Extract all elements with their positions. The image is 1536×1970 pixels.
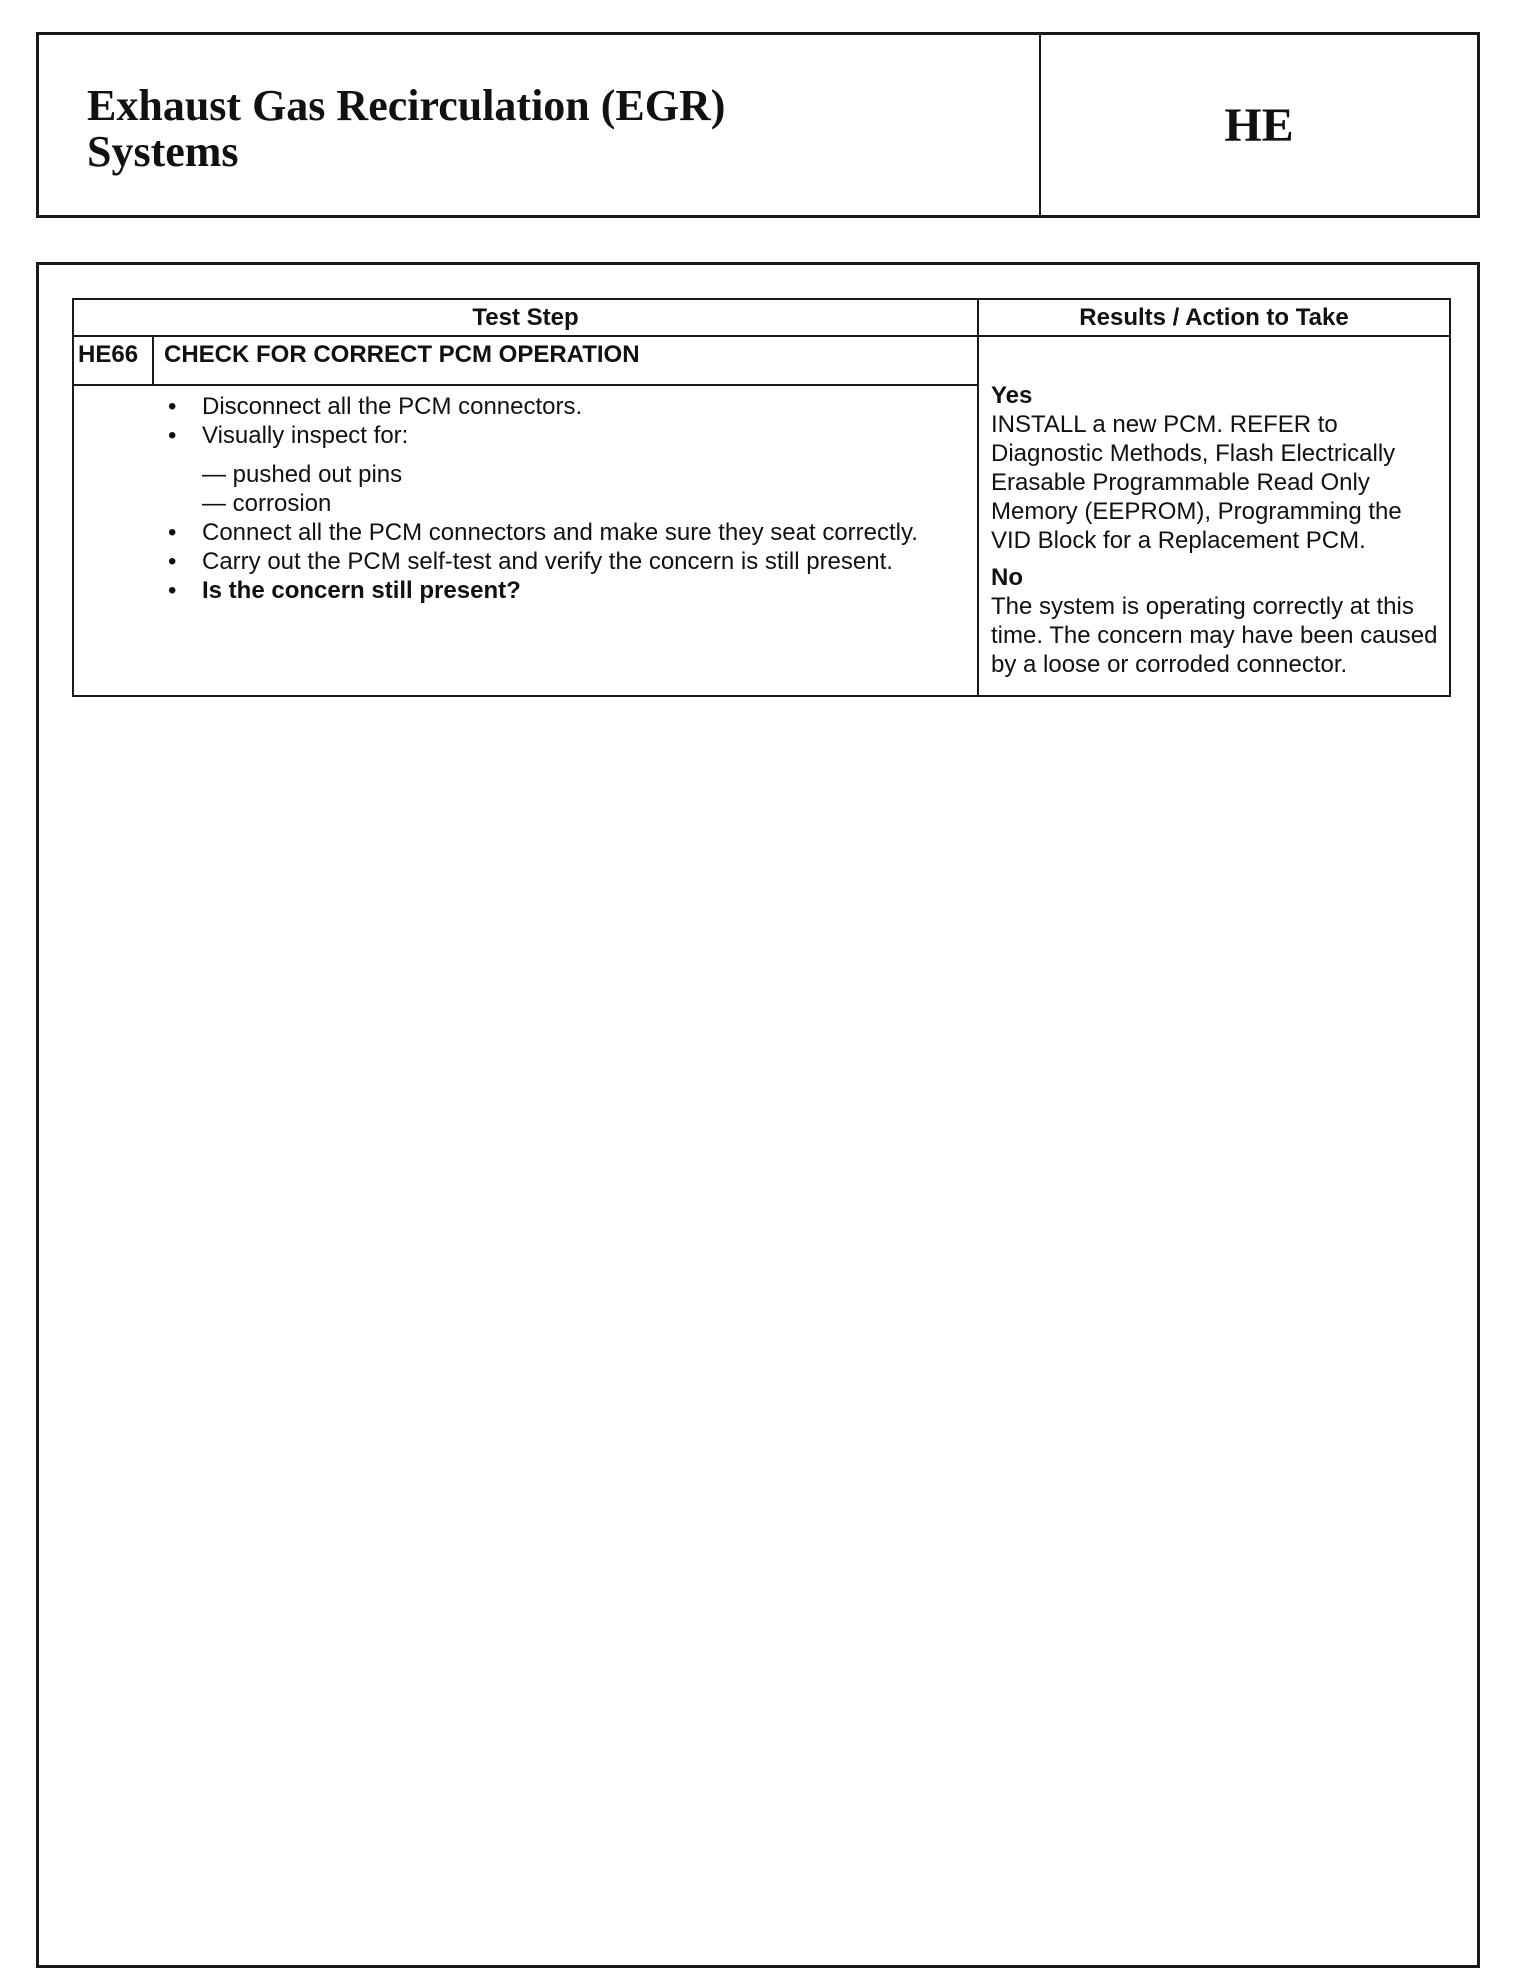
sub-item: — corrosion (202, 490, 332, 518)
title-line-2: Systems (87, 127, 239, 176)
step-list (164, 392, 947, 605)
table-header-row (73, 299, 1450, 336)
list-item (164, 576, 947, 605)
list-item (164, 518, 947, 547)
bullet-icon: • (168, 422, 177, 450)
bullet-icon: • (168, 548, 177, 576)
content-frame (36, 262, 1480, 1968)
page-title (39, 35, 1041, 215)
list-item (164, 392, 947, 421)
step-title: CHECK FOR CORRECT PCM OPERATION (153, 336, 978, 385)
bullet-icon: • (168, 393, 177, 421)
list-item (164, 547, 947, 576)
yes-label: Yes (991, 382, 1033, 409)
diagnostic-table (72, 298, 1451, 697)
step-text: Disconnect all the PCM connectors. (202, 393, 583, 421)
page-header (36, 32, 1480, 218)
step-title-row (73, 336, 1450, 385)
step-question: Is the concern still present? (202, 577, 521, 605)
sub-item: — pushed out pins (202, 461, 403, 489)
bullet-icon: • (168, 577, 177, 605)
sub-list (202, 460, 947, 518)
results-cell (978, 336, 1450, 696)
results-header: Results / Action to Take (978, 299, 1450, 336)
yes-text: INSTALL a new PCM. REFER to Diagnostic Methods, Flash Electrically Erasable Programmable Read Only Memory (EEPROM), Programming the VID Block for a Replacement PCM. (991, 411, 1402, 554)
step-id: HE66 (73, 336, 153, 385)
step-text: Visually inspect for: (202, 422, 409, 450)
section-code: HE (1224, 98, 1294, 152)
no-text: The system is operating correctly at this time. The concern may have been caused by a loose or corroded connector. (991, 593, 1438, 678)
step-text: Carry out the PCM self-test and verify the concern is still present. (202, 548, 893, 576)
title-line-1: Exhaust Gas Recirculation (EGR) (87, 81, 726, 130)
steps-cell (73, 385, 978, 696)
no-label: No (991, 564, 1023, 591)
bullet-icon: • (168, 519, 177, 547)
list-item (164, 421, 947, 518)
test-step-header: Test Step (73, 299, 978, 336)
step-text: Connect all the PCM connectors and make sure they seat correctly. (202, 519, 918, 547)
